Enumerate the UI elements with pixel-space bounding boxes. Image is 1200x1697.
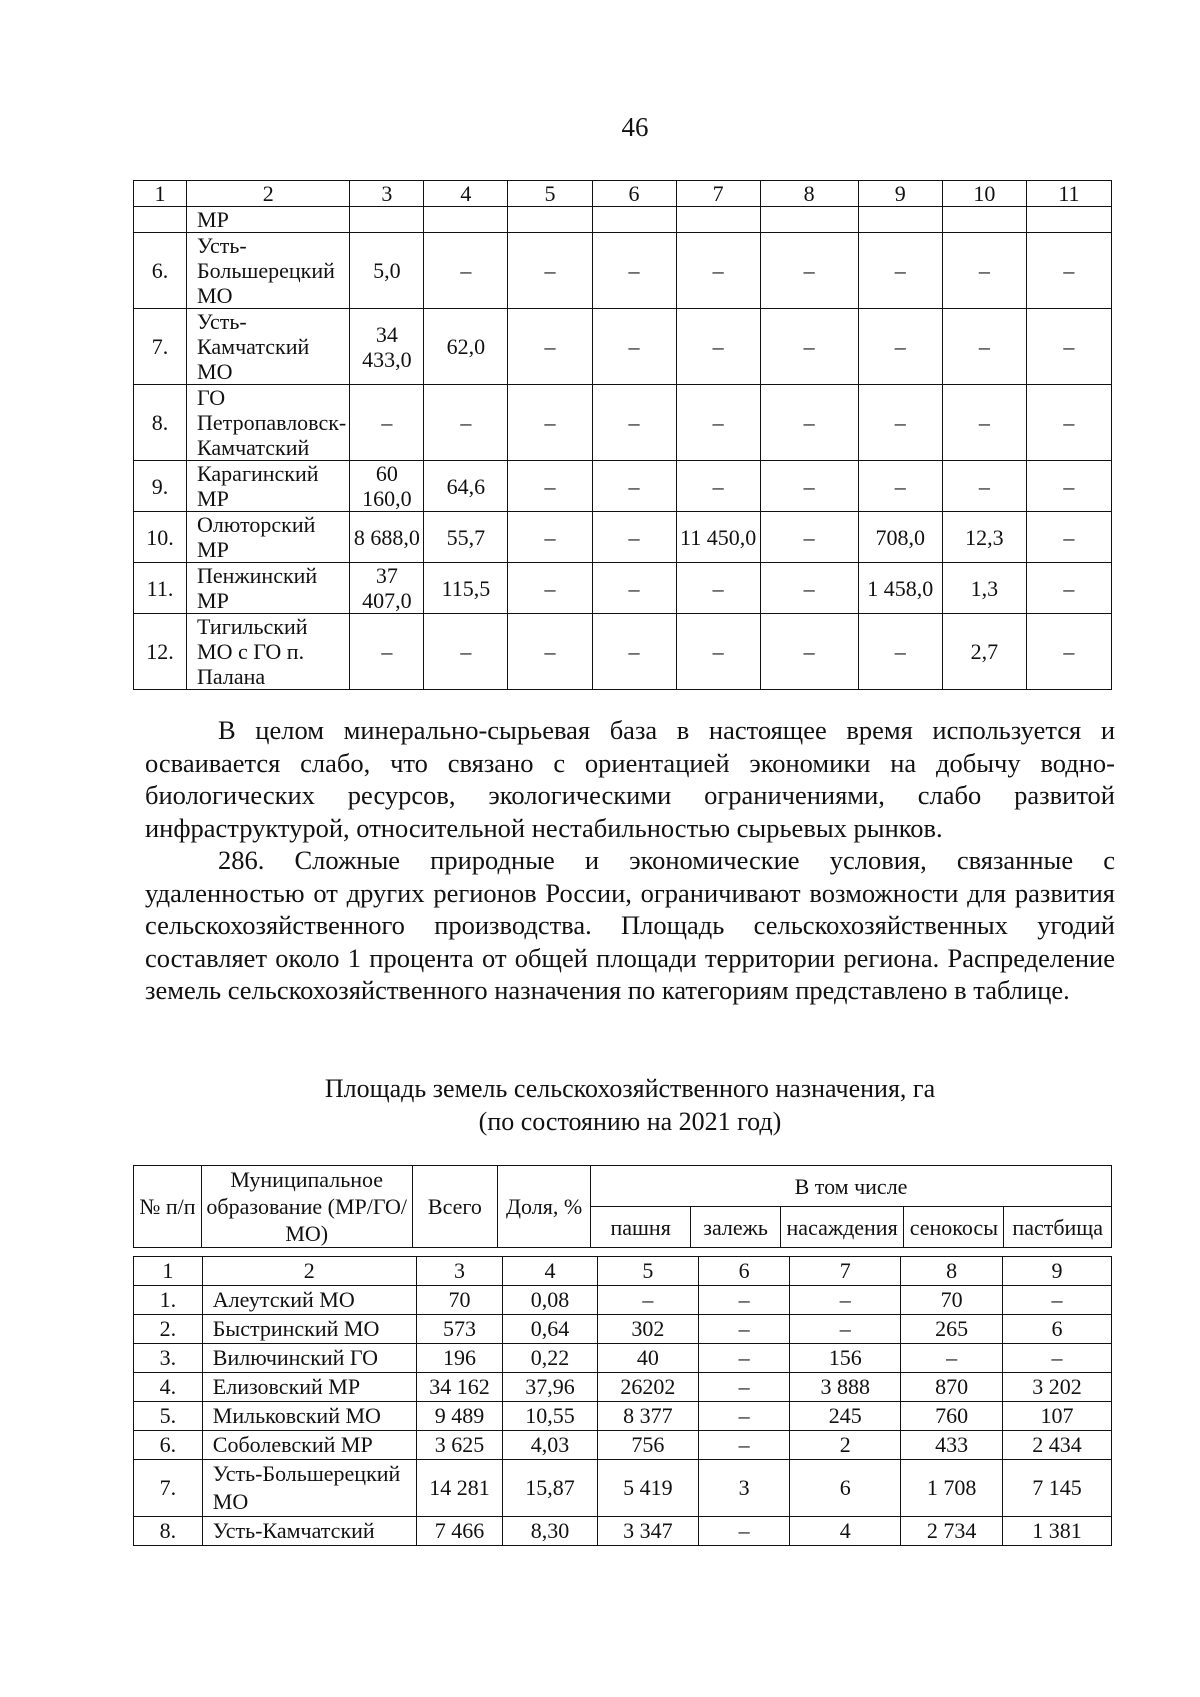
column-number: 2 [187, 181, 350, 207]
value-cell: – [858, 385, 942, 461]
value-cell: 2,7 [942, 614, 1026, 690]
value-cell: – [1026, 614, 1111, 690]
plantings-cell: – [790, 1286, 901, 1315]
table-caption-line: (по состоянию на 2021 год) [478, 1107, 782, 1136]
value-cell: – [1026, 461, 1111, 512]
row-number-cell: 11. [134, 563, 187, 614]
value-cell: – [676, 233, 760, 309]
column-number: 10 [942, 181, 1026, 207]
value-cell: 34 433,0 [350, 309, 424, 385]
municipality-cell: Елизовский МР [202, 1373, 416, 1402]
row-number-cell: 5. [134, 1402, 203, 1431]
value-cell: – [1026, 309, 1111, 385]
row-number-cell: 7. [134, 309, 187, 385]
row-number-cell: 7. [134, 1460, 203, 1517]
fallow-cell: – [699, 1286, 790, 1315]
column-number: 7 [790, 1257, 901, 1286]
column-number: 2 [202, 1257, 416, 1286]
share-cell: 0,64 [503, 1315, 597, 1344]
municipality-cell: Тигильский МО с ГО п. Палана [187, 614, 350, 690]
value-cell: – [858, 233, 942, 309]
table-row [134, 385, 1112, 461]
arable-cell: – [597, 1286, 699, 1315]
row-number-cell: 6. [134, 233, 187, 309]
value-cell: – [592, 385, 676, 461]
fallow-cell: 3 [699, 1460, 790, 1517]
pastures-cell: – [1002, 1344, 1111, 1373]
plantings-cell: 2 [790, 1431, 901, 1460]
value-cell: 8 688,0 [350, 512, 424, 563]
pastures-cell: 3 202 [1002, 1373, 1111, 1402]
column-number: 8 [760, 181, 858, 207]
value-cell [760, 207, 858, 233]
total-cell: 7 466 [416, 1517, 503, 1546]
plantings-cell: 4 [790, 1517, 901, 1546]
plantings-cell: – [790, 1315, 901, 1344]
municipality-cell: ГО Петропавловск-Камчатский [187, 385, 350, 461]
value-cell: – [508, 512, 592, 563]
value-cell [424, 207, 508, 233]
municipality-cell: Соболевский МР [202, 1431, 416, 1460]
header-arable: пашня [591, 1207, 691, 1248]
page-number: 46 [621, 112, 649, 142]
arable-cell: 5 419 [597, 1460, 699, 1517]
arable-cell: 302 [597, 1315, 699, 1344]
value-cell: 55,7 [424, 512, 508, 563]
row-number-cell: 1. [134, 1286, 203, 1315]
table-row [134, 1402, 1112, 1431]
value-cell: – [508, 614, 592, 690]
value-cell: – [424, 233, 508, 309]
column-number: 5 [508, 181, 592, 207]
row-number-cell: 12. [134, 614, 187, 690]
value-cell: 115,5 [424, 563, 508, 614]
agricultural-land-table [133, 1256, 1112, 1546]
table-row [134, 461, 1112, 512]
arable-cell: 26202 [597, 1373, 699, 1402]
fallow-cell: – [699, 1344, 790, 1373]
row-number-cell: 4. [134, 1373, 203, 1402]
value-cell [508, 207, 592, 233]
value-cell: 708,0 [858, 512, 942, 563]
value-cell: 64,6 [424, 461, 508, 512]
value-cell [942, 207, 1026, 233]
municipality-cell: МР [187, 207, 350, 233]
value-cell: – [508, 385, 592, 461]
paragraph: В целом минерально-сырьевая база в настоящее время используется и осваивается слабо, что связано с ориентацией экономики на добычу водно-биологических ресурсов, экологическими ограничениями, слабо развитой инфраструктурой, относительной нестабильностью сырьевых рынков. [145, 715, 1115, 843]
value-cell: – [1026, 233, 1111, 309]
value-cell: – [508, 233, 592, 309]
arable-cell: 8 377 [597, 1402, 699, 1431]
plantings-cell: 156 [790, 1344, 901, 1373]
arable-cell: 3 347 [597, 1517, 699, 1546]
value-cell: – [592, 309, 676, 385]
share-cell: 4,03 [503, 1431, 597, 1460]
table-row [134, 207, 1112, 233]
value-cell: – [676, 385, 760, 461]
row-number-cell: 8. [134, 385, 187, 461]
column-number: 4 [424, 181, 508, 207]
value-cell [676, 207, 760, 233]
mineral-resources-table [133, 180, 1112, 690]
table-row [134, 563, 1112, 614]
value-cell: – [858, 309, 942, 385]
fallow-cell: – [699, 1517, 790, 1546]
row-number-cell: 2. [134, 1315, 203, 1344]
arable-cell: 756 [597, 1431, 699, 1460]
fallow-cell: – [699, 1431, 790, 1460]
pastures-cell: 2 434 [1002, 1431, 1111, 1460]
column-number: 8 [901, 1257, 1003, 1286]
value-cell: 62,0 [424, 309, 508, 385]
column-number: 1 [134, 1257, 203, 1286]
value-cell: – [1026, 512, 1111, 563]
hayfields-cell: 70 [901, 1286, 1003, 1315]
header-hayfields: сенокосы [904, 1207, 1004, 1248]
value-cell: – [942, 309, 1026, 385]
value-cell: – [592, 614, 676, 690]
value-cell: 1 458,0 [858, 563, 942, 614]
total-cell: 70 [416, 1286, 503, 1315]
row-number-cell [134, 207, 187, 233]
value-cell: – [760, 385, 858, 461]
header-municipality: Муниципальное образование (МР/ГО/МО) [201, 1166, 412, 1248]
hayfields-cell: 1 708 [901, 1460, 1003, 1517]
municipality-cell: Усть-Камчатский МО [187, 309, 350, 385]
row-number-cell: 3. [134, 1344, 203, 1373]
municipality-cell: Алеутский МО [202, 1286, 416, 1315]
value-cell: – [424, 614, 508, 690]
hayfields-cell: 870 [901, 1373, 1003, 1402]
column-number: 9 [858, 181, 942, 207]
value-cell: 11 450,0 [676, 512, 760, 563]
agricultural-land-table-header [133, 1165, 1112, 1248]
arable-cell: 40 [597, 1344, 699, 1373]
column-number: 6 [699, 1257, 790, 1286]
value-cell: – [508, 563, 592, 614]
hayfields-cell: 265 [901, 1315, 1003, 1344]
value-cell: – [760, 461, 858, 512]
value-cell: – [592, 461, 676, 512]
municipality-cell: Усть-Камчатский [202, 1517, 416, 1546]
total-cell: 3 625 [416, 1431, 503, 1460]
header-fallow: залежь [691, 1207, 781, 1248]
value-cell: – [592, 233, 676, 309]
share-cell: 37,96 [503, 1373, 597, 1402]
value-cell: – [942, 461, 1026, 512]
table-row [134, 614, 1112, 690]
column-number: 7 [676, 181, 760, 207]
row-number-cell: 9. [134, 461, 187, 512]
column-number: 9 [1002, 1257, 1111, 1286]
table-row [134, 1315, 1112, 1344]
column-number: 4 [503, 1257, 597, 1286]
column-number: 1 [134, 181, 187, 207]
value-cell: 60 160,0 [350, 461, 424, 512]
value-cell: 1,3 [942, 563, 1026, 614]
value-cell: – [350, 385, 424, 461]
total-cell: 9 489 [416, 1402, 503, 1431]
total-cell: 573 [416, 1315, 503, 1344]
municipality-cell: Карагинский МР [187, 461, 350, 512]
value-cell: – [592, 563, 676, 614]
header-number: № п/п [134, 1166, 202, 1248]
total-cell: 196 [416, 1344, 503, 1373]
pastures-cell: 6 [1002, 1315, 1111, 1344]
value-cell: – [858, 614, 942, 690]
share-cell: 15,87 [503, 1460, 597, 1517]
table-row [134, 1286, 1112, 1315]
plantings-cell: 245 [790, 1402, 901, 1431]
table-column-numbers [134, 181, 1112, 207]
value-cell: – [760, 233, 858, 309]
value-cell: 12,3 [942, 512, 1026, 563]
value-cell: – [676, 309, 760, 385]
header-total: Всего [412, 1166, 498, 1248]
value-cell: – [676, 614, 760, 690]
value-cell: – [760, 309, 858, 385]
table-row [134, 1431, 1112, 1460]
value-cell: – [676, 461, 760, 512]
fallow-cell: – [699, 1315, 790, 1344]
value-cell: – [424, 385, 508, 461]
value-cell [1026, 207, 1111, 233]
value-cell: – [858, 461, 942, 512]
header-plantings: насаждения [780, 1207, 903, 1248]
value-cell: – [942, 233, 1026, 309]
column-number: 5 [597, 1257, 699, 1286]
total-cell: 34 162 [416, 1373, 503, 1402]
value-cell: – [760, 614, 858, 690]
plantings-cell: 3 888 [790, 1373, 901, 1402]
municipality-cell: Усть-Большерецкий МО [187, 233, 350, 309]
table-row [134, 1373, 1112, 1402]
value-cell [350, 207, 424, 233]
hayfields-cell: 433 [901, 1431, 1003, 1460]
column-number: 3 [416, 1257, 503, 1286]
municipality-cell: Мильковский МО [202, 1402, 416, 1431]
value-cell: – [942, 385, 1026, 461]
table-caption [145, 1072, 1115, 1138]
municipality-cell: Быстринский МО [202, 1315, 416, 1344]
pastures-cell: 107 [1002, 1402, 1111, 1431]
value-cell [858, 207, 942, 233]
table-row [134, 1517, 1112, 1546]
value-cell: – [760, 512, 858, 563]
value-cell: – [1026, 385, 1111, 461]
plantings-cell: 6 [790, 1460, 901, 1517]
value-cell: – [592, 512, 676, 563]
paragraph: 286. Сложные природные и экономические условия, связанные с удаленностью от других регионов России, ограничивают возможности для развития сельскохозяйственного производства. Площадь сельскохозяйственных угодий составляет около 1 процента от общей площади территории региона. Распределение земель сельскохозяйственного назначения по категориям представлено в таблице. [145, 845, 1115, 1005]
hayfields-cell: 760 [901, 1402, 1003, 1431]
column-number: 3 [350, 181, 424, 207]
value-cell: 5,0 [350, 233, 424, 309]
value-cell: – [350, 614, 424, 690]
header-including: В том числе [591, 1166, 1112, 1207]
hayfields-cell: 2 734 [901, 1517, 1003, 1546]
fallow-cell: – [699, 1402, 790, 1431]
body-text [145, 714, 1115, 1007]
share-cell: 10,55 [503, 1402, 597, 1431]
table-row [134, 1344, 1112, 1373]
row-number-cell: 8. [134, 1517, 203, 1546]
pastures-cell: – [1002, 1286, 1111, 1315]
pastures-cell: 7 145 [1002, 1460, 1111, 1517]
row-number-cell: 10. [134, 512, 187, 563]
value-cell: 37 407,0 [350, 563, 424, 614]
municipality-cell: Пенжинский МР [187, 563, 350, 614]
hayfields-cell: – [901, 1344, 1003, 1373]
value-cell [592, 207, 676, 233]
table-caption-line: Площадь земель сельскохозяйственного назначения, га [324, 1074, 936, 1103]
header-share: Доля, % [498, 1166, 591, 1248]
share-cell: 0,22 [503, 1344, 597, 1373]
fallow-cell: – [699, 1373, 790, 1402]
row-number-cell: 6. [134, 1431, 203, 1460]
column-number: 11 [1026, 181, 1111, 207]
total-cell: 14 281 [416, 1460, 503, 1517]
value-cell: – [508, 461, 592, 512]
value-cell: – [760, 563, 858, 614]
pastures-cell: 1 381 [1002, 1517, 1111, 1546]
share-cell: 8,30 [503, 1517, 597, 1546]
municipality-cell: Усть-Большерецкий МО [202, 1460, 416, 1517]
value-cell: – [508, 309, 592, 385]
share-cell: 0,08 [503, 1286, 597, 1315]
value-cell: – [1026, 563, 1111, 614]
municipality-cell: Вилючинский ГО [202, 1344, 416, 1373]
table-row [134, 1460, 1112, 1517]
header-pastures: пастбища [1004, 1207, 1112, 1248]
municipality-cell: Олюторский МР [187, 512, 350, 563]
column-number: 6 [592, 181, 676, 207]
value-cell: – [676, 563, 760, 614]
table-row [134, 233, 1112, 309]
table-column-numbers [134, 1257, 1112, 1286]
table-row [134, 512, 1112, 563]
table-row [134, 309, 1112, 385]
